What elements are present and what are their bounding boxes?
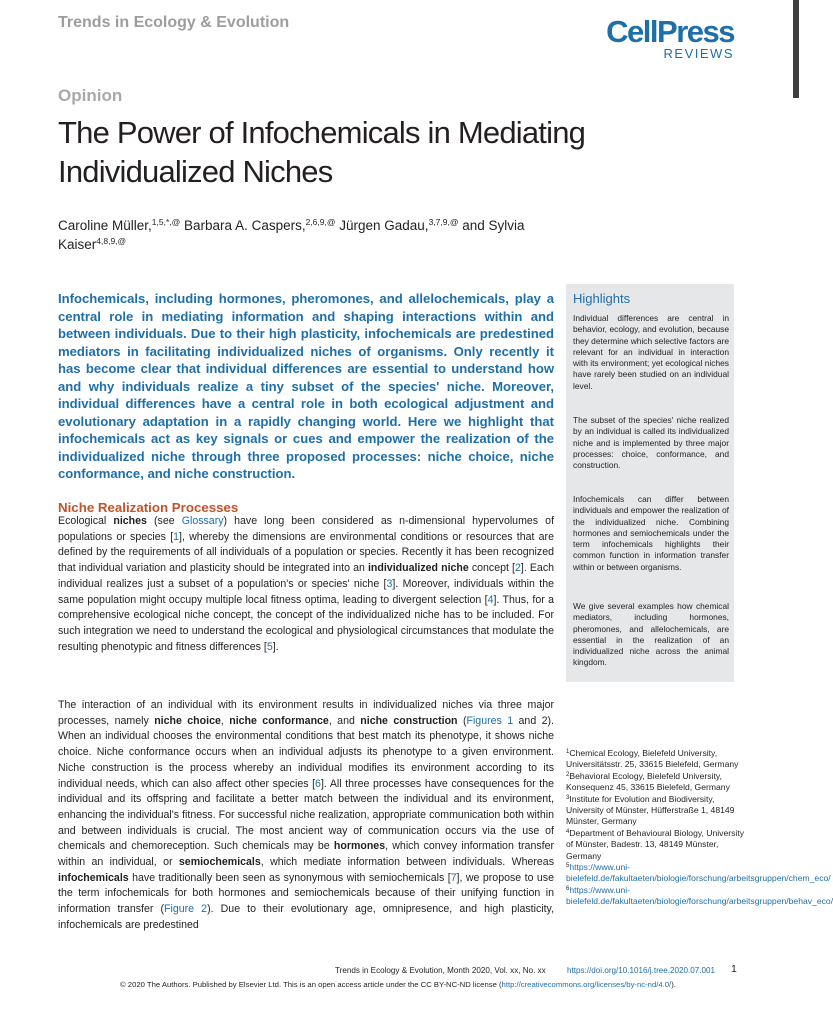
text-run: , and — [328, 714, 361, 727]
author-affiliation-marker: 1,5,*,@ — [151, 217, 181, 227]
affiliation-text: Behavioral Ecology, Bielefeld University, Konsequenz 45, 33615 Bielefeld, Germany — [566, 770, 730, 793]
glossary-term: semiochemicals — [178, 856, 261, 869]
affiliation-number: 6 — [566, 885, 570, 892]
author-affiliation-marker: 4,8,9,@ — [96, 236, 127, 246]
text-run: and 2). When an individual chooses the environmental conditions that best match its phenotype, it shows niche choice. Niche conformance occurs when an individual adjusts its phenotype to a given environment. Niche construction is the process whereby an individual modifies its environment according to its individual needs, which can also affect other species [ — [58, 714, 554, 790]
glossary-term: infochemicals — [58, 871, 129, 884]
reference-link[interactable]: 7 — [450, 871, 457, 884]
glossary-term: individualized niche — [367, 562, 469, 575]
text-run: ). Due to their evolutionary age, omnipresence, and high plasticity, infochemicals are predestined — [58, 903, 555, 931]
text-run: have traditionally been seen as synonymous with semiochemicals [ — [128, 871, 451, 884]
doi-link[interactable]: https://doi.org/10.1016/j.tree.2020.07.001 — [567, 966, 716, 975]
affiliation-number: 4 — [566, 828, 570, 835]
text-run: , — [220, 714, 230, 727]
article-title: The Power of Infochemicals in Mediating Individualized Niches — [58, 115, 586, 189]
logo-main-text: CellPress — [606, 14, 734, 49]
affiliation-item — [566, 771, 746, 794]
author-name: and Sylvia Kaiser — [58, 218, 525, 252]
reference-link[interactable]: Figure 2 — [164, 903, 208, 916]
highlights-heading: Highlights — [573, 291, 631, 306]
glossary-term: niches — [113, 515, 147, 527]
journal-name: Trends in Ecology & Evolution — [58, 14, 290, 31]
license-link[interactable]: http://creativecommons.org/licenses/by-nc-nd/4.0/ — [501, 980, 672, 989]
text-run: ) have long been considered as n-dimensional hypervolumes of populations or species [ — [58, 515, 555, 543]
logo-sub-text: REVIEWS — [663, 46, 734, 61]
author-list — [58, 216, 568, 254]
highlight-item: Individual differences are central in behavior, ecology, and evolution, because they determine which selective factors are relevant for an individual in interaction with its environment; yet ecological niches have rarely been studied on an individual level. — [573, 313, 729, 391]
affiliation-item — [566, 862, 831, 885]
copyright-text: © 2020 The Authors. Published by Elsevier Ltd. This is an open access article under the CC BY-NC-ND license ( — [120, 980, 502, 989]
affiliations — [566, 748, 833, 908]
glossary-term: niche choice — [154, 714, 221, 727]
glossary-term: niche conformance — [229, 714, 329, 727]
text-run: Ecological — [58, 515, 114, 527]
page-edge-bar — [793, 0, 799, 98]
highlights-box — [566, 284, 734, 682]
text-run: ]. Moreover, individuals within the same population might occupy multiple local fitness optima, leading to divergent selection [ — [58, 577, 554, 606]
affiliation-item — [566, 884, 833, 908]
reference-link[interactable]: Figures 1 — [466, 714, 514, 727]
abstract: Infochemicals, including hormones, pheromones, and allelochemicals, play a central role in mediating information and shaping interactions within and between individuals. Due to their high plasticity, infochemicals are predestined mediators in facilitating individualized niches of organisms. Only recently it has become clear that individual differences are essential to understand how and why individuals realize a tiny subset of the species' niche. Moreover, individual differences have a central role in both ecological adjustment and evolutionary adaptation in a rapidly changing world. Here we highlight that infochemicals act as key signals or cues and empower the realization of the individualized niche through three proposed processes: niche choice, niche conformance, and niche construction. — [58, 291, 554, 481]
highlight-item: The subset of the species' niche realized by an individual is called its individualized niche and is implemented by three major processes: choice, conformance, and construction. — [573, 415, 729, 471]
text-run: (see — [146, 515, 182, 527]
glossary-term: hormones — [333, 840, 386, 853]
affiliation-number: 1 — [566, 749, 570, 755]
text-run: , which convey information transfer within an individual, or — [58, 840, 554, 869]
text-run: ( — [457, 714, 467, 727]
reference-link[interactable]: 1 — [173, 530, 180, 543]
author-name: Barbara A. Caspers, — [180, 218, 306, 233]
affiliation-text: Department of Behavioural Biology, University of Münster, Badestr. 13, 48149 Münster, Germany — [566, 827, 745, 861]
text-run: ], we propose to use the term infochemicals for both hormones and semiochemicals because of their unifying function in information transfer ( — [58, 871, 554, 916]
cellpress-logo — [604, 12, 744, 62]
author-name: Caroline Müller, — [58, 218, 152, 233]
affiliation-text: Institute for Evolution and Biodiversity, University of Münster, Hüfferstraße 1, 48149 Münster, Germany — [566, 793, 735, 827]
footer-citation: Trends in Ecology & Evolution, Month 2020, Vol. xx, No. xx — [335, 966, 546, 975]
copyright-end: ). — [671, 980, 676, 989]
affiliation-number: 3 — [566, 794, 570, 801]
affiliation-item — [566, 748, 746, 771]
reference-link[interactable]: Glossary — [181, 515, 224, 527]
text-run: ]. Each individual realizes just a subset of a population's or species' niche [ — [58, 562, 555, 590]
text-run: ]. Thus, for a comprehensive ecological niche concept, the concept of the individualized niche has to be included. For such integration we need to understand the ecological and physiological circumstances that modulate the resulting phenotypic and fitness differences [ — [58, 593, 554, 653]
copyright-notice — [120, 980, 740, 989]
affiliation-url[interactable]: https://www.uni-bielefeld.de/fakultaeten/biologie/forschung/arbeitsgruppen/behav_eco/ — [566, 884, 833, 907]
glossary-term: niche construction — [360, 714, 458, 727]
section-heading: Niche Realization Processes — [58, 500, 239, 515]
page-number: 1 — [731, 963, 737, 975]
affiliation-number: 2 — [566, 771, 570, 778]
highlight-item: We give several examples how chemical mediators, including hormones, pheromones, and allelochemicals, are essential in the realization of an individualized niche across the animal kingdom. — [573, 601, 729, 668]
affiliation-item — [566, 828, 746, 862]
text-run: ]. All three processes have consequences for the individual and its offspring and facilitate a better match between the individual and its environment, enhancing the individual's fitness. For successful niche realization, appropriate communication both within and between individuals is crucial. The most ancient way of communication occurs via the use of chemicals and chemoreception. Such chemicals may be — [58, 777, 554, 853]
body-paragraph-1 — [58, 514, 554, 655]
reference-link[interactable]: 6 — [315, 777, 321, 790]
highlight-item: Infochemicals can differ between individuals and empower the realization of the individualized niche. Combining hormones and semiochemicals under the term infochemicals highlights their common function in information transfer within or between organisms. — [573, 494, 729, 572]
text-run: concept [ — [468, 562, 515, 575]
text-run: ]. — [272, 640, 279, 653]
author-affiliation-marker: 2,6,9,@ — [305, 217, 336, 227]
article-type: Opinion — [58, 86, 123, 105]
affiliation-text: Chemical Ecology, Bielefeld University, Universitätsstr. 25, 33615 Bielefeld, Germany — [566, 748, 739, 770]
reference-link[interactable]: 5 — [266, 640, 273, 653]
reference-link[interactable]: 3 — [386, 577, 393, 590]
text-run: ], whereby the dimensions are environmental conditions or resources that are defined by the requirements of all individuals of a population or species. Recently it has been recognized that individual variation and plasticity should be integrated into an — [58, 530, 554, 575]
affiliation-number: 5 — [566, 863, 570, 870]
text-run: The interaction of an individual with its environment results in individualized niches via three major processes, namely — [58, 699, 554, 727]
author-name: Jürgen Gadau, — [335, 218, 429, 233]
text-run: , which mediate information between individuals. Whereas — [260, 856, 554, 869]
affiliation-url[interactable]: https://www.uni-bielefeld.de/fakultaeten/biologie/forschung/arbeitsgruppen/chem_eco/ — [566, 862, 831, 884]
reference-link[interactable]: 2 — [514, 562, 521, 575]
reference-link[interactable]: 4 — [487, 593, 494, 606]
author-affiliation-marker: 3,7,9,@ — [428, 217, 459, 227]
affiliation-item — [566, 794, 746, 828]
body-paragraph-2 — [58, 698, 554, 934]
